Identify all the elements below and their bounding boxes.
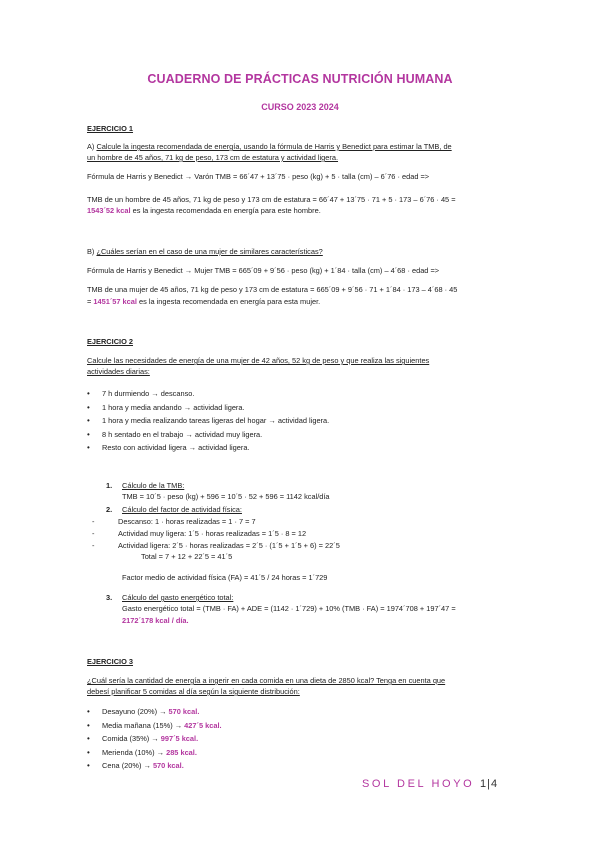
factor-average: Factor medio de actividad física (FA) = 41´5 / 24 horas = 1´729 xyxy=(122,573,328,582)
list-item: • Cena (20%) → 570 kcal. xyxy=(87,761,222,775)
exercise-2-question: Calcule las necesidades de energía de una mujer de 42 años, 52 kg de peso y que realiza las siguientes xyxy=(87,356,430,365)
page-number: 1|4 xyxy=(479,778,499,790)
document-title: CUADERNO DE PRÁCTICAS NUTRICIÓN HUMANA xyxy=(147,72,453,86)
exercise-1a-result-line: 1543´52 kcal es la ingesta recomendada en energía para este hombre. xyxy=(87,206,321,215)
exercise-1a-result: 1543´52 kcal xyxy=(87,206,131,215)
list-item: • Desayuno (20%) → 570 kcal. xyxy=(87,707,222,721)
step-2-title: Cálculo del factor de actividad física: xyxy=(122,505,242,514)
step-1-title: Cálculo de la TMB: xyxy=(122,481,185,490)
footer-author: SOL DEL HOYO xyxy=(362,778,475,790)
step-3-result: 2172´178 kcal / día. xyxy=(122,616,189,625)
activity-list xyxy=(87,389,329,457)
list-item: • Comida (35%) → 997´5 kcal. xyxy=(87,734,222,748)
page-footer xyxy=(362,778,498,790)
exercise-1a-question: A) Calcule la ingesta recomendada de energía, usando la fórmula de Harris y Benedict para estimar la TMB, de xyxy=(87,142,452,151)
exercise-1a-question-line2: un hombre de 45 años, 71 kg de peso, 173 cm de estatura y actividad ligera. xyxy=(87,153,339,162)
list-item: • 8 h sentado en el trabajo → actividad muy ligera. xyxy=(87,430,329,444)
list-item: • Media mañana (15%) → 427´5 kcal. xyxy=(87,721,222,735)
factor-dash: - xyxy=(92,529,95,538)
factor-total: Total = 7 + 12 + 22´5 = 41´5 xyxy=(141,552,233,561)
exercise-1b-formula: Fórmula de Harris y Benedict → Mujer TMB = 665´09 + 9´56 · peso (kg) + 1´84 · talla (cm) – 4´68 · edad => xyxy=(87,266,440,275)
exercise-1b-calculation: TMB de una mujer de 45 años, 71 kg de peso y 173 cm de estatura = 665´09 + 9´56 · 71 + 1´84 · 173 – 4´68 · 45 xyxy=(87,285,458,294)
exercise-1b-result: 1451´57 kcal xyxy=(93,297,137,306)
factor-dash: - xyxy=(92,541,95,550)
factor-dash: - xyxy=(92,517,95,526)
exercise-1a-calculation: TMB de un hombre de 45 años, 71 kg de peso y 173 cm de estatura = 66´47 + 13´75 · 71 + 5 · 173 – 6´76 · 45 = xyxy=(87,195,456,204)
exercise-3-heading: EJERCICIO 3 xyxy=(87,657,134,666)
step-3-number: 3. xyxy=(106,593,113,602)
list-item: • 7 h durmiendo → descanso. xyxy=(87,389,329,403)
step-1-number: 1. xyxy=(106,481,113,490)
exercise-2-heading: EJERCICIO 2 xyxy=(87,337,134,346)
factor-line-rest: Descanso: 1 · horas realizadas = 1 · 7 = 7 xyxy=(118,517,256,526)
exercise-1a-formula: Fórmula de Harris y Benedict → Varón TMB = 66´47 + 13´75 · peso (kg) + 5 · talla (cm) – 6´76 · edad => xyxy=(87,172,430,181)
document-subtitle: CURSO 2023 2024 xyxy=(261,102,339,112)
exercise-1b-result-line: = 1451´57 kcal es la ingesta recomendada en energía para esta mujer. xyxy=(87,297,321,306)
exercise-1-heading: EJERCICIO 1 xyxy=(87,124,134,133)
step-3-title: Cálculo del gasto energético total: xyxy=(122,593,234,602)
list-item: • 1 hora y media andando → actividad ligera. xyxy=(87,403,329,417)
list-item: • Merienda (10%) → 285 kcal. xyxy=(87,748,222,762)
exercise-2-question-line2: actividades diarias: xyxy=(87,367,150,376)
list-item: • Resto con actividad ligera → actividad ligera. xyxy=(87,443,329,457)
step-2-number: 2. xyxy=(106,505,113,514)
exercise-3-question-line2: debesí planificar 5 comidas al día según la siguiente distribución: xyxy=(87,687,300,696)
step-3-line: Gasto energético total = (TMB · FA) + ADE = (1142 · 1´729) + 10% (TMB · FA) = 1974´708 + 197´47 = xyxy=(122,604,456,613)
exercise-3-question: ¿Cuál sería la cantidad de energía a ingerir en cada comida en una dieta de 2850 kcal? Tenga en cuenta que xyxy=(87,676,446,685)
meal-list xyxy=(87,707,222,775)
step-1-line: TMB = 10´5 · peso (kg) + 596 = 10´5 · 52 + 596 = 1142 kcal/día xyxy=(122,492,330,501)
factor-line-very-light: Actividad muy ligera: 1´5 · horas realizadas = 1´5 · 8 = 12 xyxy=(118,529,307,538)
exercise-1b-question: B) ¿Cuáles serían en el caso de una mujer de similares características? xyxy=(87,247,323,256)
factor-line-light: Actividad ligera: 2´5 · horas realizadas = 2´5 · (1´5 + 1´5 + 6) = 22´5 xyxy=(118,541,340,550)
list-item: • 1 hora y media realizando tareas ligeras del hogar → actividad ligera. xyxy=(87,416,329,430)
